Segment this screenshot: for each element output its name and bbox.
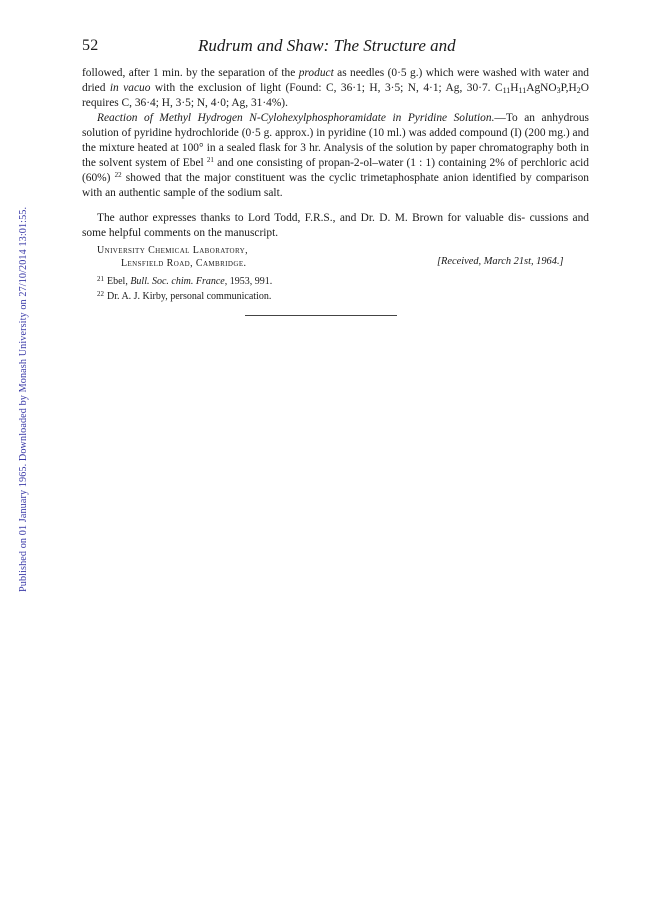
formula-text: AgNO	[526, 82, 557, 94]
experimental-section	[82, 66, 589, 201]
running-title: Rudrum and Shaw: The Structure and	[198, 36, 456, 55]
formula-subscript: 11	[502, 86, 511, 95]
citation-ref: 22	[114, 171, 122, 179]
reference-text: Dr. A. J. Kirby, personal communication.	[107, 291, 272, 302]
formula-subscript: 3	[556, 86, 561, 95]
italic-term: product	[298, 67, 334, 79]
paragraph-reaction	[82, 111, 589, 201]
reference-list	[97, 273, 272, 303]
formula-text: H	[510, 82, 519, 94]
acknowledgement-section	[82, 211, 589, 241]
formula-text: Ag, 30·7. C	[445, 82, 503, 94]
reference-number: 21	[97, 275, 104, 283]
citation-ref: 21	[206, 156, 214, 164]
text-run: with water and dried	[82, 67, 589, 94]
reference-text: Ebel,	[107, 276, 131, 287]
download-note-text: Published on 01 January 1965. Downloaded by Monash University on 27/10/2014 13:01:55.	[18, 206, 29, 592]
text-run: compound (I) (200 mg.) and the mixture heated at 100° in a sealed flask for 3 hr. Analysis	[82, 127, 589, 154]
address-line: Lensfield Road, Cambridge.	[121, 258, 247, 269]
formula-text: O requires C, 36·4; H, 3·5; N, 4·0; Ag, 31·4%).	[82, 82, 589, 109]
affiliation-address	[97, 244, 248, 270]
formula-subscript: 11	[518, 86, 527, 95]
text-run: and one consisting	[213, 157, 303, 169]
paragraph-product	[82, 66, 589, 111]
text-run: of the solution by paper chromatography both in the solvent system of Ebel	[82, 142, 589, 169]
address-line: University Chemical Laboratory,	[97, 245, 248, 256]
reference-item	[97, 273, 272, 288]
text-run: showed that the major	[121, 172, 231, 184]
reference-item	[97, 288, 272, 303]
text-run: The author expresses thanks to Lord Todd, F.R.S., and Dr. D. M. Brown for valuable dis-	[97, 212, 526, 224]
text-run: anhydrous solution of pyridine hydrochloride (0·5 g. approx.) in pyridine (10 ml.) was added	[82, 112, 589, 139]
text-run: with the exclusion of light (Found: C, 36·1; H, 3·5; N, 4·1;	[150, 82, 442, 94]
text-run: cussions and some helpful comments on the manuscript.	[82, 212, 589, 239]
text-run: sample of the sodium salt.	[163, 187, 283, 199]
text-run: constituent was the cyclic trimetaphosphate anion identified by comparison with an authentic	[82, 172, 589, 199]
text-run: as needles (0·5 g.) which were washed	[333, 67, 517, 79]
received-date: [Received, March 21st, 1964.]	[437, 256, 564, 267]
page-number: 52	[82, 37, 99, 54]
acknowledgement-paragraph	[82, 211, 589, 241]
journal-title: Bull. Soc. chim. France	[130, 276, 225, 287]
reference-number: 22	[97, 290, 104, 298]
text-run: of propan-2-ol–water (1 : 1) containing 2% of perchloric acid (60%)	[82, 157, 589, 184]
formula-subscript: 2	[576, 86, 581, 95]
reference-text: , 1953, 991.	[224, 276, 273, 287]
end-rule	[245, 315, 397, 316]
section-heading: Reaction of Methyl Hydrogen N-Cylohexylphosphoramidate in Pyridine Solution.	[97, 112, 495, 124]
italic-term: in vacuo	[109, 82, 151, 94]
formula-text: P,H	[560, 82, 577, 94]
text-run: followed, after 1 min. by the separation of the	[82, 67, 299, 79]
text-run: —To an	[494, 112, 535, 124]
